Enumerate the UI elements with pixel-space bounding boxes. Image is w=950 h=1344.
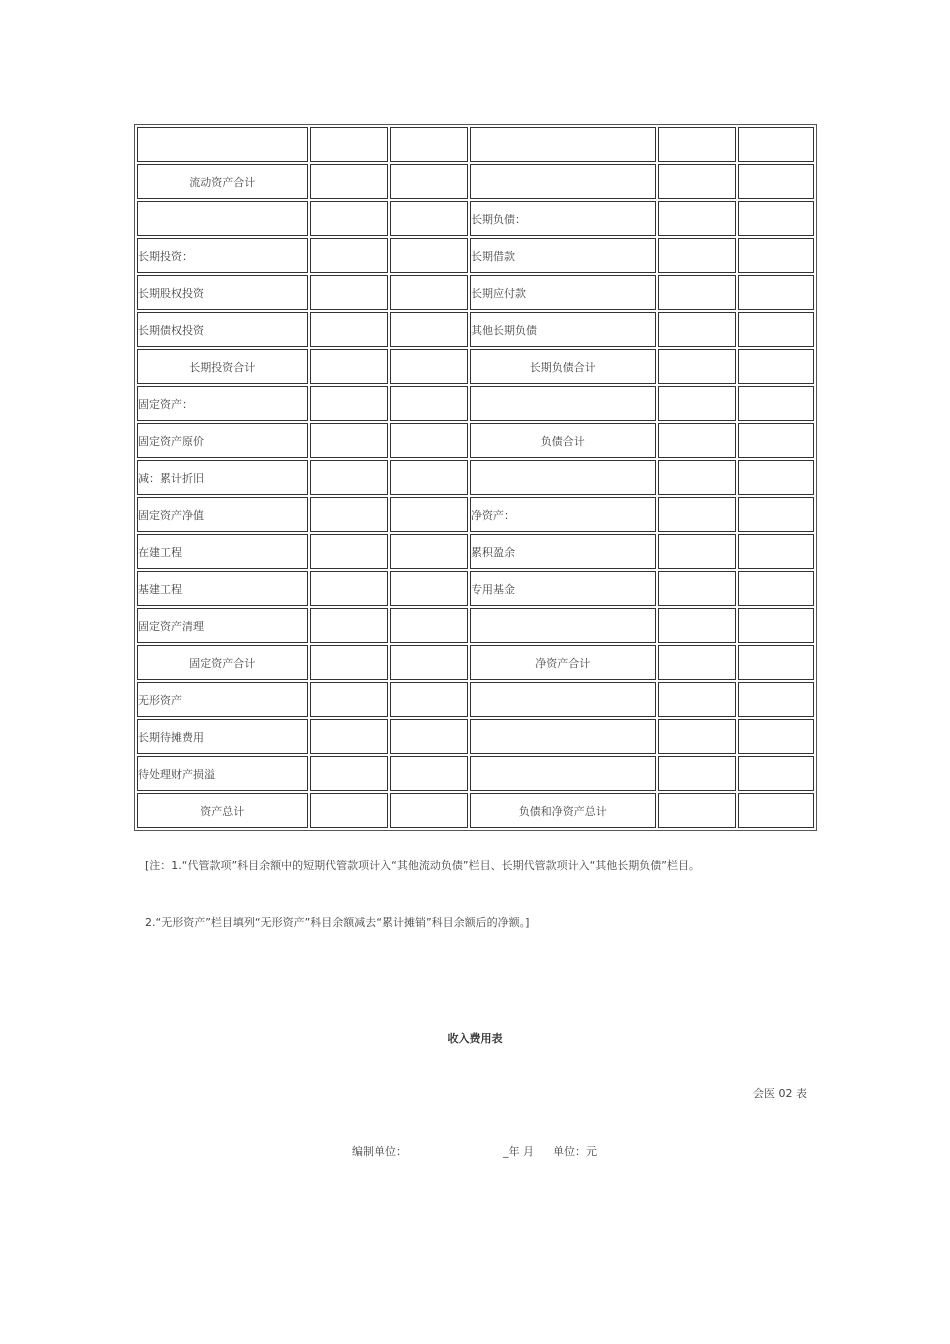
cell-liability-label [470, 127, 656, 162]
date-label: _年 月 [503, 1145, 534, 1158]
cell-asset-label: 固定资产： [137, 386, 308, 421]
cell-liability-label [470, 756, 656, 791]
cell-asset-label: 固定资产清理 [137, 608, 308, 643]
cell-liability-label: 其他长期负债 [470, 312, 656, 347]
cell-asset-label: 长期债权投资 [137, 312, 308, 347]
table-row [137, 719, 814, 754]
cell-asset-label: 资产总计 [137, 793, 308, 828]
cell-asset-label: 固定资产合计 [137, 645, 308, 680]
cell-liability-label: 长期负债合计 [470, 349, 656, 384]
table-row [137, 460, 814, 495]
cell-liability-label: 长期负债： [470, 201, 656, 236]
cell-asset-label: 减：累计折旧 [137, 460, 308, 495]
cell-liability-label: 净资产合计 [470, 645, 656, 680]
cell-asset-label: 长期股权投资 [137, 275, 308, 310]
cell-asset-label: 流动资产合计 [137, 164, 308, 199]
cell-asset-label: 固定资产净值 [137, 497, 308, 532]
cell-liability-label [470, 164, 656, 199]
table-row [137, 312, 814, 347]
form-title: 收入费用表 [447, 1032, 503, 1045]
footnote-1: [注：1.“代管款项”科目余额中的短期代管款项计入“其他流动负债”栏目、长期代管款项计入“其他长期负债”栏目。 [145, 859, 700, 872]
footnote-2: 2.“无形资产”栏目填列“无形资产”科目余额减去“累计摊销”科目余额后的净额。] [145, 916, 530, 929]
table-row [137, 201, 814, 236]
cell-liability-label [470, 608, 656, 643]
cell-liability-label: 净资产： [470, 497, 656, 532]
table-row [137, 534, 814, 569]
cell-liability-label [470, 386, 656, 421]
table-row [137, 682, 814, 717]
cell-asset-label: 固定资产原价 [137, 423, 308, 458]
table-row [137, 275, 814, 310]
table-row [137, 238, 814, 273]
form-number: 会医 02 表 [753, 1087, 807, 1100]
cell-liability-label: 长期应付款 [470, 275, 656, 310]
table-row [137, 645, 814, 680]
cell-asset-label: 无形资产 [137, 682, 308, 717]
cell-asset-label: 基建工程 [137, 571, 308, 606]
table-row [137, 386, 814, 421]
table-row [137, 127, 814, 162]
cell-asset-label: 在建工程 [137, 534, 308, 569]
balance-sheet-table [134, 124, 817, 831]
cell-asset-label: 长期待摊费用 [137, 719, 308, 754]
cell-liability-label: 累积盈余 [470, 534, 656, 569]
table-row [137, 164, 814, 199]
cell-asset-label: 待处理财产损溢 [137, 756, 308, 791]
cell-liability-label [470, 460, 656, 495]
table-row [137, 497, 814, 532]
cell-asset-label: 长期投资： [137, 238, 308, 273]
cell-liability-label: 负债合计 [470, 423, 656, 458]
compiler-label: 编制单位： [352, 1145, 407, 1158]
cell-asset-label [137, 201, 308, 236]
cell-liability-label: 负债和净资产总计 [470, 793, 656, 828]
cell-liability-label: 长期借款 [470, 238, 656, 273]
table-row [137, 349, 814, 384]
cell-asset-label: 长期投资合计 [137, 349, 308, 384]
cell-liability-label [470, 682, 656, 717]
table-row [137, 571, 814, 606]
cell-liability-label [470, 719, 656, 754]
cell-asset-label [137, 127, 308, 162]
table-row [137, 608, 814, 643]
table-row [137, 423, 814, 458]
table-row [137, 756, 814, 791]
table-row [137, 793, 814, 828]
cell-liability-label: 专用基金 [470, 571, 656, 606]
unit-label: 单位：元 [553, 1145, 597, 1158]
